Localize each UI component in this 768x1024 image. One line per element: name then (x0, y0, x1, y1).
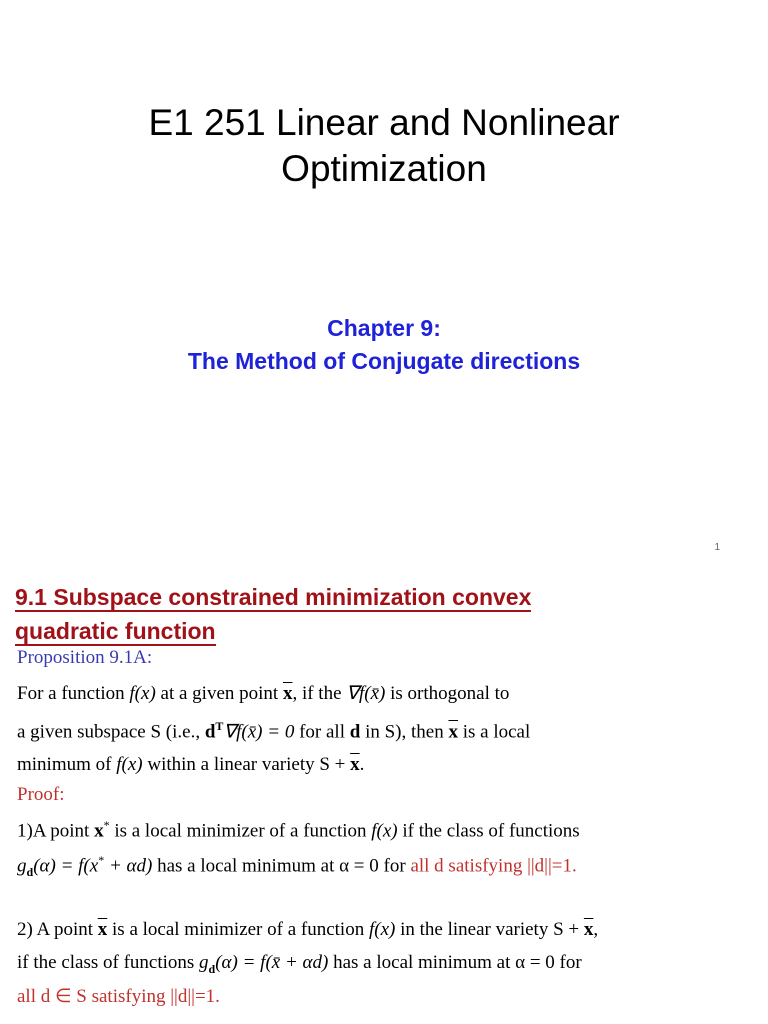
content-slide (0, 566, 768, 1024)
proposition-label: Proposition 9.1A: (17, 647, 153, 668)
proof-2-line-3: all d ∈ S satisfying ||d||=1. (17, 986, 220, 1007)
proof-2-line-2: if the class of functions $g_d(\alpha)$ = f(x̄ + αd) has a local minimum at α = 0 for (17, 952, 582, 976)
proposition-line-3: minimum of f(x) within a linear variety $S + \overline{x}$. (17, 754, 365, 775)
title-line-1: E1 251 Linear and Nonlinear (148, 102, 620, 143)
section-heading (15, 580, 715, 648)
proof-1-line-1: 1)A point x* is a local minimizer of a function f(x) if the class of functions (17, 818, 580, 842)
title-line-2: Optimization (281, 148, 487, 189)
chapter-label: Chapter 9: (327, 315, 441, 341)
proof-label: Proof: (17, 784, 65, 805)
proof-2-line-1: 2) A point $\overline{x}$ is a local minimizer of a function f(x) in the linear variety $S + \overline{x}$, (17, 919, 599, 940)
proposition-line-1: For a function f(x) at a given point $\overline{x}$, if the ∇f(x̄) is orthogonal to (17, 683, 510, 704)
proof-1-line-2: $g_d(\alpha) = f(x^* + \alpha d)$ has a local minimum at α = 0 for all d satisfying ||d||=1. (17, 853, 577, 880)
proposition-line-2: a given subspace S (i.e., $d^T\nabla f(x̄) = 0$ for all d in S), then $\overline{x}$ is a local (17, 719, 531, 743)
slide-title (0, 100, 768, 192)
chapter-heading (0, 312, 768, 378)
page-number: 1 (714, 542, 720, 553)
heading-line-2: quadratic function (15, 618, 216, 644)
chapter-title: The Method of Conjugate directions (187, 348, 581, 374)
heading-line-1: 9.1 Subspace constrained minimization convex (15, 584, 532, 610)
